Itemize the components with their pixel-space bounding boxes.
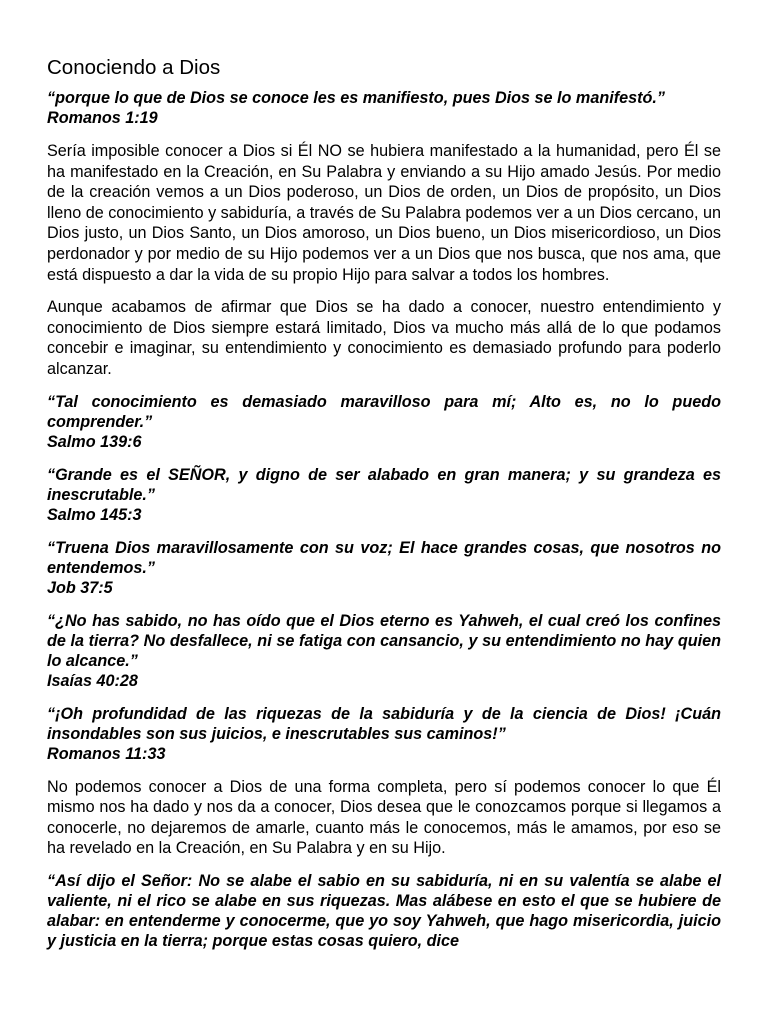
verse-block	[47, 704, 721, 764]
verse-reference: Isaías 40:28	[47, 671, 138, 690]
verse-reference: Romanos 1:19	[47, 109, 158, 127]
verse-block	[47, 88, 721, 128]
verse-text: “Truena Dios maravillosamente con su voz; El hace grandes cosas, que nosotros no entendemos.”	[47, 538, 721, 577]
body-paragraph: Sería imposible conocer a Dios si Él NO se hubiera manifestado a la humanidad, pero Él se ha manifestado en la Creación, en Su Palabra y enviando a su Hijo amado Jesús. Por medio de la creación vemos a un Dios poderoso, un Dios de orden, un Dios de propósito, un Dios lleno de conocimiento y sabiduría, a través de Su Palabra podemos ver a un Dios cercano, un Dios justo, un Dios Santo, un Dios amoroso, un Dios bueno, un Dios misericordioso, un Dios perdonador y por medio de su Hijo podemos ver a un Dios que nos busca, que nos ama, que está dispuesto a dar la vida de su propio Hijo para salvar a todos los hombres.	[47, 142, 721, 284]
document-page	[47, 54, 721, 964]
verse-reference: Romanos 11:33	[47, 744, 166, 763]
page-title: Conociendo a Dios	[47, 56, 221, 79]
verse-text: “porque lo que de Dios se conoce les es manifiesto, pues Dios se lo manifestó.”	[47, 89, 665, 107]
verse-text: “Grande es el SEÑOR, y digno de ser alabado en gran manera; y su grandeza es inescrutable.”	[47, 465, 721, 504]
verse-block	[47, 392, 721, 452]
verse-reference: Salmo 139:6	[47, 432, 142, 451]
body-paragraph: No podemos conocer a Dios de una forma completa, pero sí podemos conocer lo que Él mismo nos ha dado y nos da a conocer, Dios desea que le conozcamos porque si llegamos a conocerle, no dejaremos de amarle, cuanto más le conocemos, más le amamos, por eso se ha revelado en la Creación, en Su Palabra y en su Hijo.	[47, 777, 721, 858]
verse-reference: Job 37:5	[47, 578, 113, 597]
verse-text: “Así dijo el Señor: No se alabe el sabio en su sabiduría, ni en su valentía se alabe el valiente, ni el rico se alabe en sus riquezas. Mas alábese en esto el que se hubiere de alabar: en entenderme y conocerme, que yo soy Yahweh, que hago misericordia, juicio y justicia en la tierra; porque estas cosas quiero, dice	[47, 871, 721, 950]
verse-block	[47, 465, 721, 525]
verse-block	[47, 538, 721, 598]
verse-block	[47, 871, 721, 951]
verse-text: “¡Oh profundidad de las riquezas de la sabiduría y de la ciencia de Dios! ¡Cuán insondables son sus juicios, e inescrutables sus caminos!”	[47, 704, 721, 743]
verse-text: “Tal conocimiento es demasiado maravilloso para mí; Alto es, no lo puedo comprender.”	[47, 392, 721, 431]
verse-reference: Salmo 145:3	[47, 505, 142, 524]
body-paragraph: Aunque acabamos de afirmar que Dios se ha dado a conocer, nuestro entendimiento y conocimiento de Dios siempre estará limitado, Dios va mucho más allá de lo que podamos concebir e imaginar, su entendimiento y conocimiento es demasiado profundo para poderlo alcanzar.	[47, 298, 721, 378]
verse-text: “¿No has sabido, no has oído que el Dios eterno es Yahweh, el cual creó los confines de la tierra? No desfallece, ni se fatiga con cansancio, y su entendimiento no hay quien lo alcance.”	[47, 611, 721, 670]
verse-block	[47, 611, 721, 691]
